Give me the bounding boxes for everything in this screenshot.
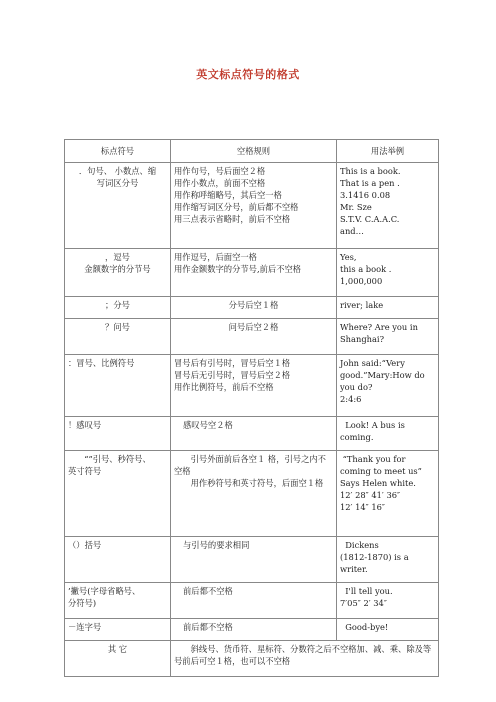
table-row [65,319,439,355]
symbol-cell: －连字号 [65,619,171,641]
symbol-cell: 其 它 [65,641,171,677]
rule-cell: 引号外面前后各空１ 格，引号之内不空格 用作秒符号和英寸符号，后面空１格 [171,451,337,537]
table-header-row [65,140,439,163]
header-example: 用法举例 [337,140,439,163]
table-row [65,355,439,417]
rule-cell: 前后都不空格 [171,583,337,619]
example-cell: Dickens (1812-1870) is a writer. [337,537,439,583]
table-row [65,583,439,619]
example-cell: “Thank you for coming to meet us” Says Helen white. 12′ 28″ 41′ 36″ 12′ 14″ 16″ [337,451,439,537]
symbol-cell: ’撇号(字母省略号、 分符号) [65,583,171,619]
rule-cell: 前后都不空格 [171,619,337,641]
table-row [65,163,439,249]
header-symbol: 标点符号 [65,140,171,163]
symbol-cell: （）括号 [65,537,171,583]
symbol-cell: ？问号 [65,319,171,355]
example-cell: This is a book. That is a pen . 3.1416 0.08 Mr. Sze S.T.V. C.A.A.C. and… [337,163,439,249]
example-cell: Look! A bus is coming. [337,417,439,451]
rule-cell: 冒号后有引号时，冒号后空１格 冒号后无引号时，冒号后空２格 用作比例符号，前后不空格 [171,355,337,417]
rule-cell: 问号后空２格 [171,319,337,355]
example-cell: John said:“Very good.”Mary:How do you do? 2:4:6 [337,355,439,417]
rule-cell: 分号后空１格 [171,297,337,319]
example-cell: Yes, this a book . 1,000,000 [337,249,439,297]
example-cell: river; lake [337,297,439,319]
symbol-cell: ：冒号、比例符号 [65,355,171,417]
rule-cell: 用作逗号，后面空一格 用作金额数字的分节号,前后不空格 [171,249,337,297]
example-cell: I'll tell you. 7′05″ 2′ 34″ [337,583,439,619]
table-row [65,641,439,677]
example-cell: Good-bye! [337,619,439,641]
table-row [65,297,439,319]
table-row [65,537,439,583]
symbol-cell: ，逗号 金额数字的分节号 [65,249,171,297]
rule-cell: 感叹号空２格 [171,417,337,451]
symbol-cell: ！感叹号 [65,417,171,451]
rule-cell: 用作句号，号后面空２格 用作小数点，前面不空格 用作称呼缩略号，其后空一格 用作缩写词区分号，前后都不空格 用三点表示省略时，前后不空格 [171,163,337,249]
punctuation-table [64,139,439,677]
example-cell: Where? Are you in Shanghai? [337,319,439,355]
table-row [65,451,439,537]
table-row [65,417,439,451]
rule-cell: 斜线号、货币符、星标符、分数符之后不空格加、减、乘、除及等号前后可空１格，也可以不空格 [171,641,439,677]
page-title: 英文标点符号的格式 [196,68,300,81]
symbol-cell: ．句号、 小数点、缩 写词区分号 [65,163,171,249]
table-row [65,249,439,297]
rule-cell: 与引号的要求相同 [171,537,337,583]
table-row [65,619,439,641]
header-rule: 空格规则 [171,140,337,163]
symbol-cell: ；分号 [65,297,171,319]
symbol-cell: “”引号、秒符号、 英寸符号 [65,451,171,537]
